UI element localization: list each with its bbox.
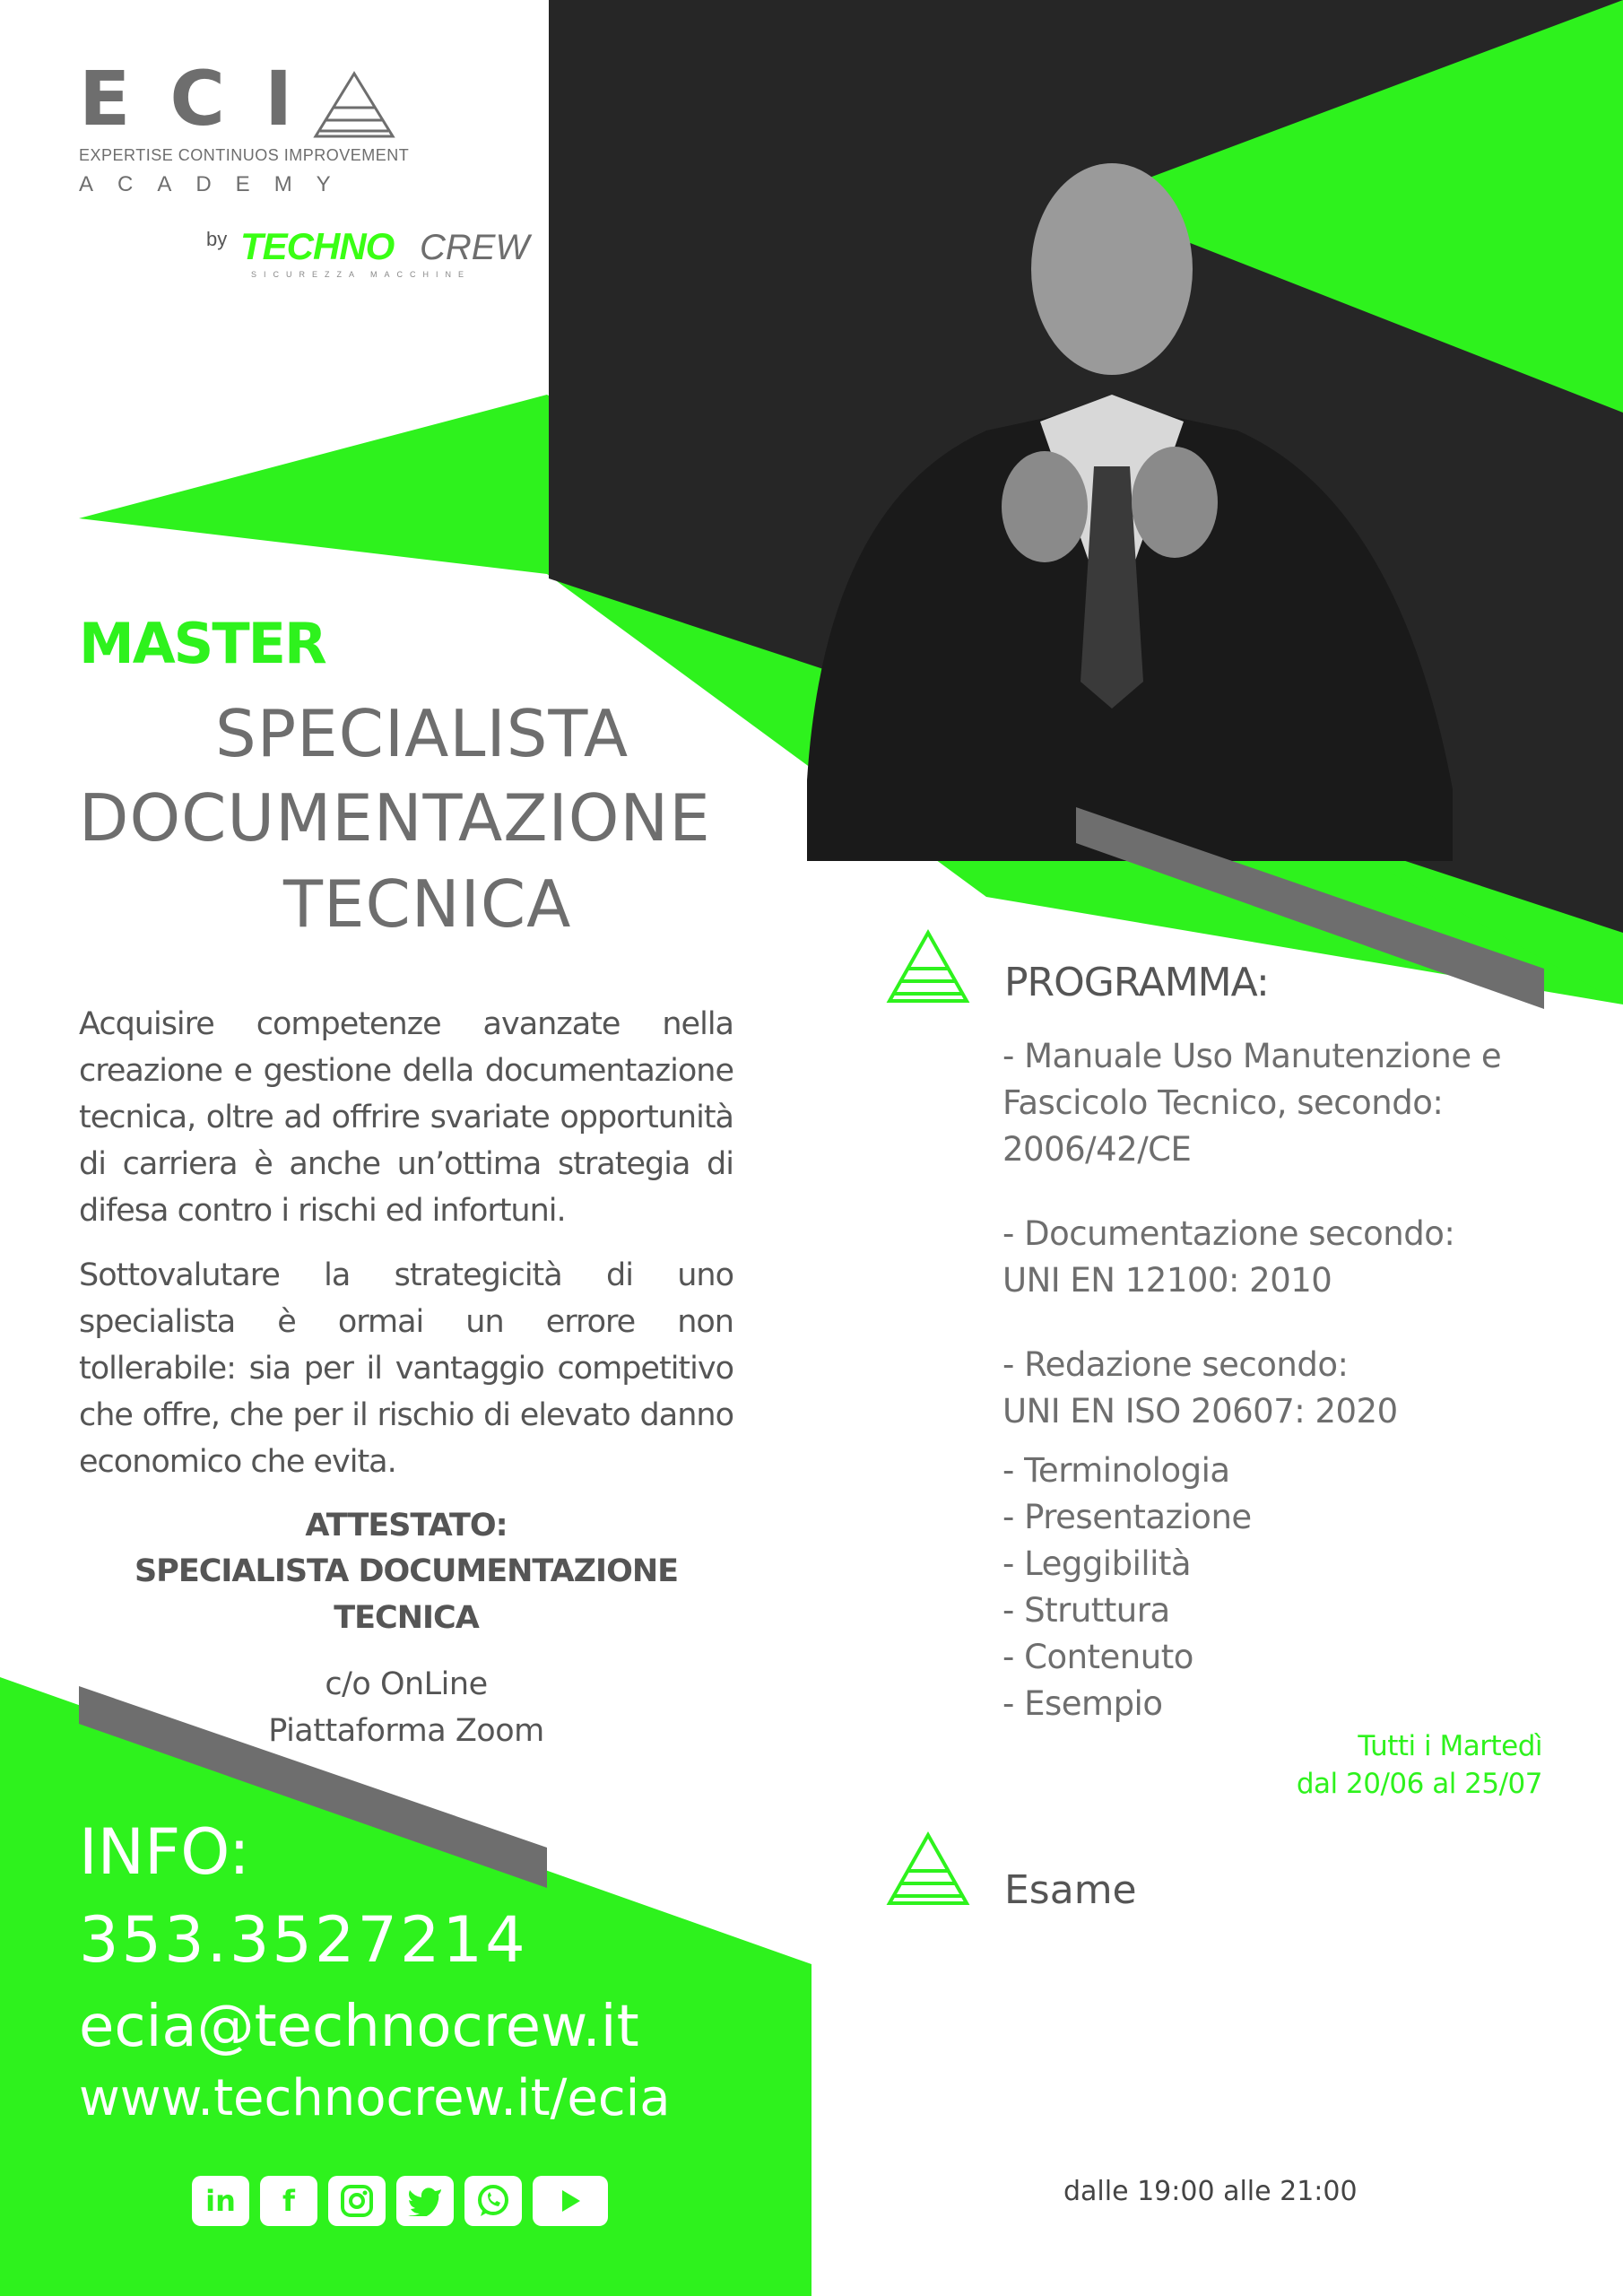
linkedin-icon[interactable]: in — [192, 2176, 249, 2226]
whatsapp-icon[interactable] — [464, 2176, 522, 2226]
schedule-days: Tutti i Martedì — [1358, 1730, 1542, 1762]
info-label: INFO: — [79, 1815, 250, 1889]
programma-title: PROGRAMMA: — [1004, 960, 1269, 1005]
info-website[interactable]: www.technocrew.it/ecia — [79, 2069, 671, 2127]
logo-crew: CREW — [420, 228, 530, 267]
lesson-time: dalle 19:00 alle 21:00 — [1063, 2176, 1358, 2207]
attestato-name: SPECIALISTA DOCUMENTAZIONE TECNICA — [134, 1553, 679, 1636]
logo-brand: ECI — [79, 55, 333, 143]
title-line-3: TECNICA — [283, 866, 572, 942]
logo-techno-subtitle: SICUREZZA MACCHINE — [251, 270, 472, 279]
programma-item: - Contenuto — [1002, 1638, 1193, 1676]
programma-item: - Documentazione secondo: UNI EN 12100: 2010 — [1002, 1214, 1455, 1300]
pyramid-icon-esame — [890, 1835, 967, 1903]
logo-by: by — [206, 228, 228, 250]
info-email[interactable]: ecia@technocrew.it — [79, 1994, 639, 2060]
instagram-icon[interactable] — [328, 2176, 386, 2226]
logo-academy: ACADEMY — [79, 172, 355, 196]
youtube-icon[interactable] — [533, 2176, 608, 2226]
programma-item: - Redazione secondo: UNI EN ISO 20607: 2020 — [1002, 1345, 1398, 1431]
pyramid-icon-programma — [890, 933, 967, 1001]
twitter-icon[interactable] — [396, 2176, 454, 2226]
schedule — [1121, 1727, 1542, 1803]
exam-label: Esame — [1004, 1867, 1137, 1913]
person-hand-left — [1002, 451, 1088, 562]
person-hand-right — [1132, 447, 1218, 558]
title-line-1: SPECIALISTA — [215, 696, 629, 771]
intro-paragraph-1: Acquisire competenze avanzate nella creazione e gestione della documentazione tecnica, oltre ad offrire svariate opportunità di carriera è anche un’ottima strategia di difesa contro i rischi ed infortuni. — [79, 1006, 733, 1229]
logo-tagline: EXPERTISE CONTINUOS IMPROVEMENT — [79, 146, 410, 164]
programma-item: - Manuale Uso Manutenzione e Fascicolo Tecnico, secondo: 2006/42/CE — [1002, 1037, 1502, 1169]
programma-item: - Struttura — [1002, 1591, 1170, 1630]
logo-techno: TECHNO — [240, 225, 395, 267]
programma-item: - Esempio — [1002, 1684, 1163, 1723]
title-line-2: DOCUMENTAZIONE — [79, 780, 711, 856]
schedule-dates: dal 20/06 al 25/07 — [1296, 1768, 1542, 1800]
programma-item: - Presentazione — [1002, 1498, 1252, 1536]
programma-list — [1002, 1033, 1594, 1727]
programma-item: - Leggibilità — [1002, 1544, 1192, 1583]
info-phone[interactable]: 353.3527214 — [79, 1903, 528, 1977]
facebook-icon[interactable]: f — [260, 2176, 317, 2226]
attestato-label: ATTESTATO: — [305, 1508, 508, 1544]
programma-item: - Terminologia — [1002, 1451, 1230, 1490]
master-label: MASTER — [79, 611, 325, 676]
attestato-location: c/o OnLine Piattaforma Zoom — [268, 1666, 544, 1749]
intro-paragraph-2: Sottovalutare la strategicità di uno specialista è ormai un errore non tollerabile: sia per il vantaggio competitivo che offre, che per il rischio di elevato danno economico che evita. — [79, 1257, 733, 1480]
person-head — [1031, 163, 1193, 375]
social-icons — [192, 2176, 608, 2226]
